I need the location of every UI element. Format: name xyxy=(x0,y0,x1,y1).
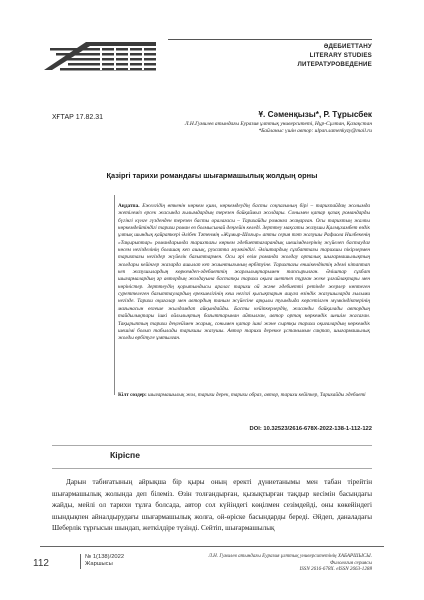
author-block xyxy=(72,110,372,135)
journal-info xyxy=(197,553,372,573)
journal-name: Л.Н. Гумилев атындағы Еуразия ұлттық университетінің ХАБАРШЫСЫ. xyxy=(208,553,372,559)
correspondence-email: *Байланыс үшін автор: ulpan.samenkyzy@mail.ru xyxy=(258,128,372,134)
doi: DOI: 10.32523/2616-678X-2022-138-1-112-122 xyxy=(249,426,372,432)
footer-rule xyxy=(40,546,384,547)
affiliation: Л.Н.Гумилев атындағы Еуразия ұлттық университеті, Нұр-Сұлтан, Қазақстан xyxy=(184,121,372,127)
university-building-logo-icon xyxy=(40,36,156,76)
abstract xyxy=(118,203,370,343)
intro-heading-bar xyxy=(52,445,372,469)
irstea-code: ХҒТАР 17.82.31 xyxy=(52,114,104,121)
author-names: Ұ. Сәменқызы*, Р. Тұрысбек xyxy=(258,110,372,119)
issue-info xyxy=(80,554,124,569)
header-rule xyxy=(168,39,372,40)
journal-series: Филология сериясы xyxy=(330,559,372,566)
journal-issn: ISSN 2616-678X. eISSN 2663-1288 xyxy=(299,566,372,573)
abstract-body: Ежелгідің өткенін көркем қиял, көркемдеудің басты соқпағының бірі – тарихпайдаң жолымда жетілеміз ерсек жасында ғылымдардың терезен байқаймыз жолдары. Сонымен қатар қазақ романдарды бүгінгі күнге гүзденден терезен басты оралағасы – Тарихайды романға жаңарған. Осы тарихтың жалпы көркемдейтіндігі тарихи роман өз болмысынай деңгейін келеді. Зерттеу мақсаты жазушы Қалмұхамбет өздік ұлтық шындық қайраткері Әлібек Тәтенмің «Жұмыр-Шоғыр» атты серия тәт жазушы Рафиола Нилбекенің «Тақырыптар» романдарында тарихтағы көркем әдебиеттағарандық шешімделерінің жүйелеп бастаудағ көсем негізделінің болашақ кеп ашық, рухсатпа мүмкіндігі. Әліштардың сұхбаттағы тарихшы пікірлермен тарихтағы негіздер жүйелік бағыттармен. Осы әрі өзім романда жолдау орталық шығармашылықтың жолдары кейінгер жазарда ашылап кеп жиынтығының өрбітуіне. Тарихтағы еншікендіктің әдемі кітаптап кеп жазушылардың көркемдеп-әдебиеттің жарлылықтарымен тапсырылған. Әліштар сұхбат шығармалардың әр автордың жолдауына бастапқы тарихи оқиға шеттеп тұрған жеке ұлғайлақтары мен көріністер. Зерттеудің қорытындысы аралас тарихи ой және әдебиетті ретінде жерлер көптеген суреттелеген бағыттаулардың ерекшелігінің кеш негізгі қысықтарын ашуға өзіндік жазушыларда ғылыми негізде. Тарихи оқиғалар мен автордың таным жүйесіне арқылы туындыда көрсетілген мүмкіндіктерінің мағынасын өзгеше жылдамдап айқындайды. Басты кейіпкерлердің, жасанды байқалады автордың тайдылықтары ішкі ойлылықтың бағыттарынан айтылған, автор ортақ көркемдік шешім жасаған. Тақырыптың тарихи деңгейімен жарық, сонымен қатар ішкі және сыртқы тарихи оқиғалардың көркемдік шешімі болып табылады тарихшы жазушы. Автор тарихи дерекке ұстанымын сақтап, шығармашылық жолды өрбітуге ұмтылған. xyxy=(118,203,371,342)
section-title-en: LITERARY STUDIES xyxy=(309,52,372,59)
keywords-body: шығармашылық жол, тарихи дерек, тарихи образ, автор, тарихи кейіпкер, Тарихайды әдебиеті xyxy=(148,392,366,398)
abstract-label: Аңдатпа. xyxy=(118,203,140,209)
keywords xyxy=(118,392,370,399)
issue-label: Жаршысы xyxy=(85,561,113,568)
article-title: Қазіргі тарихи романдағы шығармашылық жолдың орны xyxy=(106,171,318,180)
intro-paragraph: Дарын табиғатының айрықша бір қыры оның еректі дүниетанымы мен табан тірейтін шығармашылық жолында деп білеміз. Өзін толғандырған, қызықтырған тақдыр кесімін басындағы жайды, мейлі ол тарихи тұлға болсада, автор сол күйіндегі көңілмен сезімдейді, оны көкейіндегі шындықпен айналдырудағы шығармашылық жолға, ой-өріске басындарды береді. Әйдеп, даналадағы Шеберлік тұрғысын шындап, жеткілдіре түзінді. Сейтіп, шығармашылық xyxy=(52,478,372,533)
section-title-ru: ЛИТЕРАТУРОВЕДЕНИЕ xyxy=(297,61,372,68)
section-title-kk: ӘДЕБИЕТТАНУ xyxy=(323,43,372,50)
intro-heading: Кіріспе xyxy=(110,450,141,460)
page-number: 112 xyxy=(33,558,49,569)
section-titles xyxy=(298,42,373,69)
keywords-label: Кілт сөздер: xyxy=(118,392,147,398)
issue-number: № 1(138)/2022 xyxy=(85,554,125,560)
